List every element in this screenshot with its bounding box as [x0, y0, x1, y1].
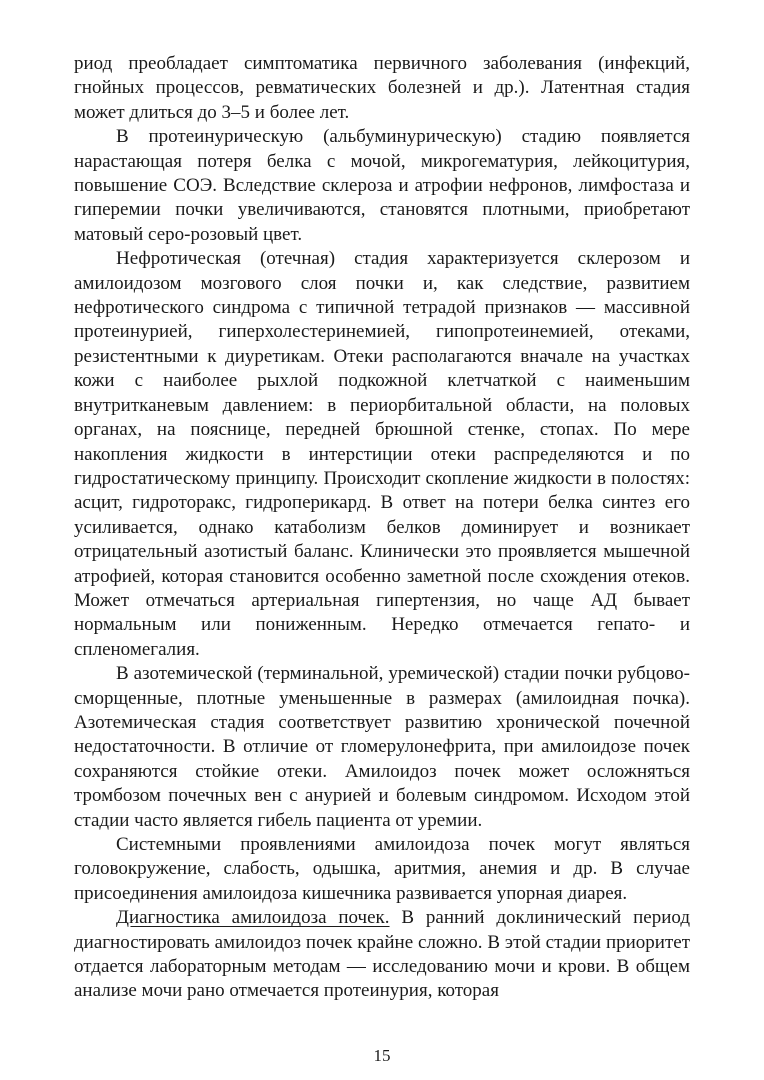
- diagnostics-heading: Диагностика амилоидоза почек.: [116, 907, 390, 929]
- paragraph-nephrotic-stage: Нефротическая (отечная) стадия характеризуется склерозом и амилоидозом мозгового слоя почки и, как следствие, развитием нефротического синдрома с типичной тетрадой признаков — массивной протеинурией, гиперхолестеринемией, гипопротеинемией, отеками, резистентными к диуретикам. Отеки располагаются вначале на участках кожи с наиболее рыхлой подкожной клетчаткой с наименьшим внутритканевым давлением: в периорбитальной области, на половых органах, на пояснице, передней брюшной стенке, стопах. По мере накопления жидкости в интерстиции отеки распределяются и по гидростатическому принципу. Происходит скопление жидкости в полостях: асцит, гидроторакс, гидроперикард. В ответ на потери белка синтез его усиливается, однако катаболизм белков доминирует и возникает отрицательный азотистый баланс. Клинически это проявляется мышечной атрофией, которая становится особенно заметной после схождения отеков. Может отмечаться артериальная гипертензия, но чаще АД бывает нормальным или пониженным. Нередко отмечается гепато- и спленомегалия.: [74, 248, 690, 660]
- paragraph-latent-stage: риод преобладает симптоматика первичного заболевания (инфекций, гнойных процессов, ревматических болезней и др.). Латентная стадия может длиться до 3–5 и более лет.: [74, 53, 690, 123]
- paragraph-diagnostics: [74, 906, 690, 1004]
- page-body: [74, 52, 690, 1004]
- paragraph-systemic-manifestations: Системными проявлениями амилоидоза почек могут являться головокружение, слабость, одышка, аритмия, анемия и др. В случае присоединения амилоидоза кишечника развивается упорная диарея.: [74, 834, 690, 904]
- paragraph-proteinuric-stage: В протеинурическую (альбуминурическую) стадию появляется нарастающая потеря белка с мочой, микрогематурия, лейкоцитурия, повышение СОЭ. Вследствие склероза и атрофии нефронов, лимфостаза и гиперемии почки увеличиваются, становятся плотными, приобретают матовый серо-розовый цвет.: [74, 126, 690, 245]
- paragraph-azotemic-stage: В азотемической (терминальной, уремической) стадии почки рубцово-сморщенные, плотные уменьшенные в размерах (амилоидная почка). Азотемическая стадия соответствует развитию хронической почечной недостаточности. В отличие от гломерулонефрита, при амилоидозе почек сохраняются стойкие отеки. Амилоидоз почек может осложняться тромбозом почечных вен с анурией и болевым синдромом. Исходом этой стадии часто является гибель пациента от уремии.: [74, 663, 690, 831]
- page-number: 15: [373, 1046, 391, 1065]
- diagnostics-text: В ранний доклинический период диагностировать амилоидоз почек крайне сложно. В этой стадии приоритет отдается лабораторным методам — исследованию мочи и крови. В общем анализе мочи рано отмечается протеинурия, которая: [74, 907, 690, 1002]
